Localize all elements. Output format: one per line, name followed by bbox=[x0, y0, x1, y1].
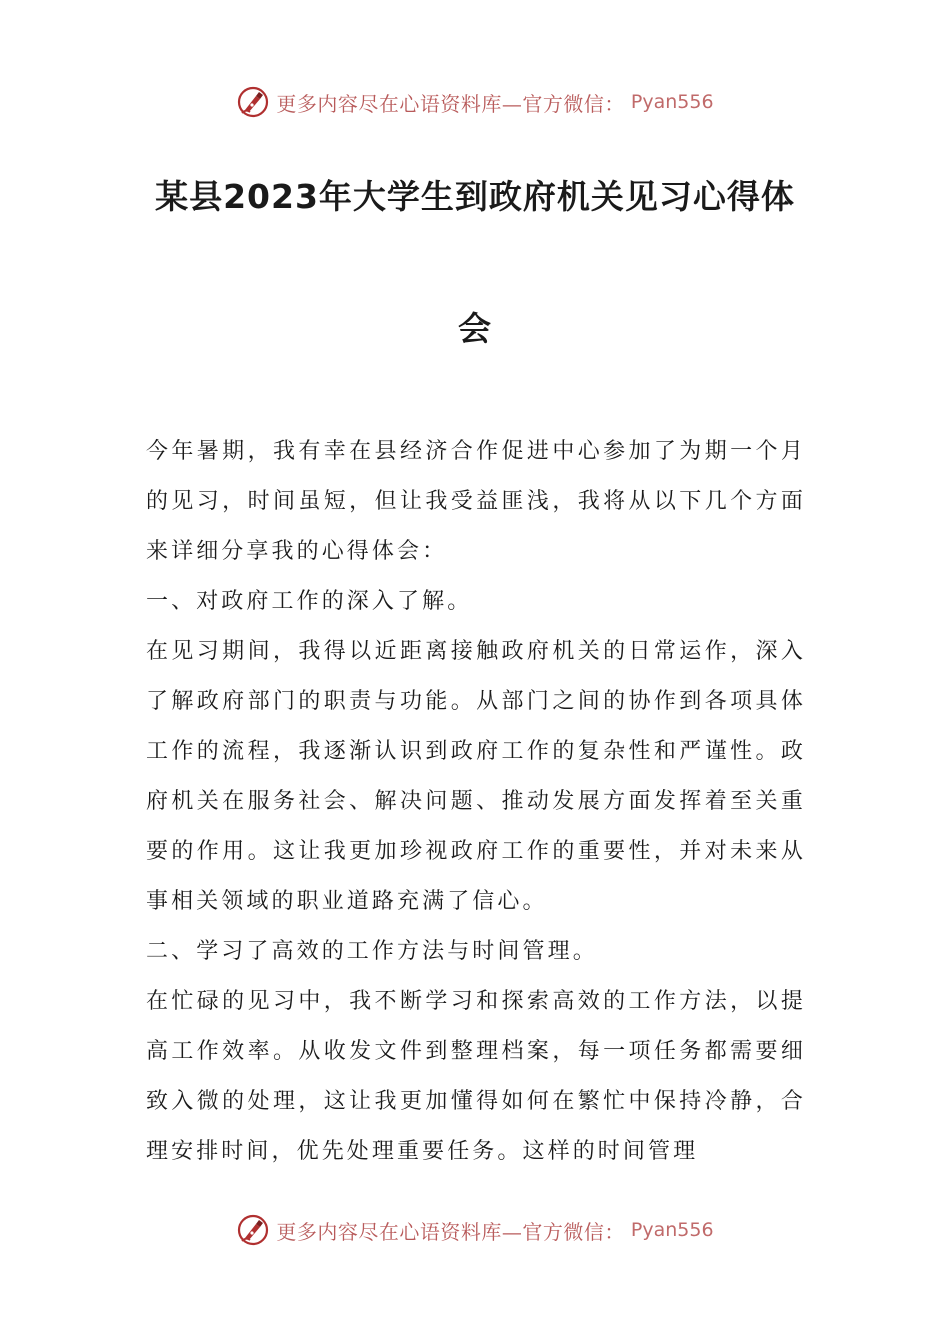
document-title bbox=[110, 168, 840, 432]
pen-nib-logo-icon bbox=[236, 85, 270, 119]
paragraph-section-1: 在见习期间，我得以近距离接触政府机关的日常运作，深入了解政府部门的职责与功能。从部门之间的协作到各项具体工作的流程，我逐渐认识到政府工作的复杂性和严谨性。政府机关在服务社会、解决问题、推动发展方面发挥着至关重要的作用。这让我更加珍视政府工作的重要性，并对未来从事相关领域的职业道路充满了信心。 bbox=[146, 639, 806, 914]
title-line-1: 某县2023年大学生到政府机关见习心得体 bbox=[155, 177, 795, 216]
title-line-2: 会 bbox=[458, 309, 492, 348]
wechat-id: Pyan556 bbox=[630, 91, 714, 113]
section-heading-2: 二、学习了高效的工作方法与时间管理。 bbox=[146, 939, 598, 964]
pen-nib-logo-icon bbox=[236, 1213, 270, 1247]
section-heading-1: 一、对政府工作的深入了解。 bbox=[146, 589, 473, 614]
watermark-text: 更多内容尽在心语资料库—官方微信： bbox=[276, 1219, 625, 1244]
footer-watermark-banner bbox=[0, 1210, 950, 1250]
paragraph-intro: 今年暑期，我有幸在县经济合作促进中心参加了为期一个月的见习，时间虽短，但让我受益匪浅，我将从以下几个方面来详细分享我的心得体会： bbox=[146, 439, 806, 564]
watermark-text: 更多内容尽在心语资料库—官方微信： bbox=[276, 91, 625, 116]
wechat-id: Pyan556 bbox=[630, 1219, 714, 1241]
document-body bbox=[146, 427, 806, 1177]
header-watermark-banner bbox=[0, 82, 950, 122]
paragraph-section-2: 在忙碌的见习中，我不断学习和探索高效的工作方法，以提高工作效率。从收发文件到整理档案，每一项任务都需要细致入微的处理，这让我更加懂得如何在繁忙中保持冷静，合理安排时间，优先处理重要任务。这样的时间管理 bbox=[146, 989, 806, 1164]
